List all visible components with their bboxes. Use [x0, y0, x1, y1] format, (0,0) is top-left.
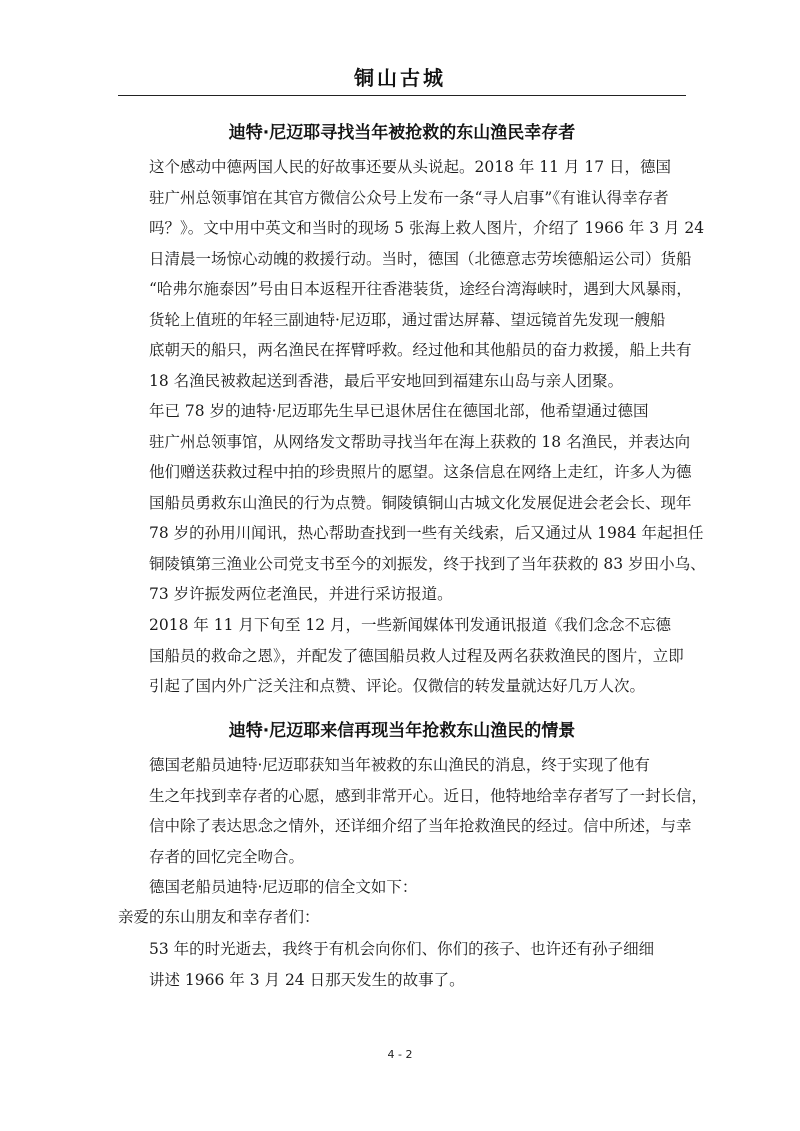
paragraph-line: 信中除了表达思念之情外，还详细介绍了当年抢救渔民的经过。信中所述，与幸: [149, 817, 692, 835]
paragraph-line: 53 年的时光逝去，我终于有机会向你们、你们的孩子、也许还有孙子细细: [149, 940, 655, 958]
running-header-title: 铜山古城: [354, 66, 446, 90]
paragraph-line: 生之年找到幸存者的心愿，感到非常开心。近日，他特地给幸存者写了一封长信，: [149, 786, 708, 805]
section-heading-2: 迪特·尼迈耶来信再现当年抢救东山渔民的情景: [228, 721, 576, 741]
paragraph-line: 年已 78 岁的迪特·尼迈耶先生早已退休居住在德国北部，他希望通过德国: [149, 402, 649, 420]
paragraph-line: 德国老船员迪特·尼迈耶获知当年被救的东山渔民的消息，终于实现了他有: [149, 756, 650, 774]
paragraph-5: [118, 872, 686, 903]
header-divider: [118, 95, 686, 96]
section-heading-1: 迪特·尼迈耶寻找当年被抢救的东山渔民幸存者: [228, 123, 576, 143]
paragraph-line: “哈弗尔施泰因”号由日本返程开往香港装货，途经台湾海峡时，遇到大风暴雨，: [149, 280, 692, 298]
paragraph-line: 驻广州总领事馆在其官方微信公众号上发布一条“寻人启事”《有谁认得幸存者: [149, 188, 669, 207]
paragraph-1: [118, 152, 705, 396]
paragraph-line: 78 岁的孙用川闻讯，热心帮助查找到一些有关线索，后又通过从 1984 年起担任: [149, 524, 704, 542]
paragraph-line: 德国老船员迪特·尼迈耶的信全文如下：: [149, 878, 418, 896]
paragraph-line: 底朝天的船只，两名渔民在挥臂呼救。经过他和其他船员的奋力救援，船上共有: [149, 341, 692, 359]
paragraph-line: 铜陵镇第三渔业公司党支书至今的刘振发，终于找到了当年获救的 83 岁田小乌、: [149, 554, 706, 573]
paragraph-3: [118, 610, 686, 702]
paragraph-line: 18 名渔民被救起送到香港，最后平安地回到福建东山岛与亲人团聚。: [149, 371, 624, 390]
paragraph-line: 2018 年 11 月下旬至 12 月，一些新闻媒体刊发通讯报道《我们念念不忘德: [149, 616, 672, 634]
paragraph-line: 货轮上值班的年轻三副迪特·尼迈耶，通过雷达屏幕、望远镜首先发现一艘船: [149, 310, 666, 329]
paragraph-line: 引起了国内外广泛关注和点赞、评论。仅微信的转发量就达好几万人次。: [149, 677, 646, 695]
letter-salutation: [118, 902, 686, 933]
paragraph-2: [118, 396, 706, 610]
paragraph-line: 国船员的救命之恩》，并配发了德国船员救人过程及两名获救渔民的图片，立即: [149, 646, 684, 665]
paragraph-line: 73 岁许振发两位老渔民，并进行采访报道。: [149, 585, 453, 603]
paragraph-line: 他们赠送获救过程中拍的珍贵照片的愿望。这条信息在网络上走红，许多人为德: [149, 463, 692, 481]
paragraph-line: 驻广州总领事馆，从网络发文帮助寻找当年在海上获救的 18 名渔民，并表达向: [149, 432, 691, 451]
paragraph-line: 亲爱的东山朋友和幸存者们：: [118, 908, 320, 926]
paragraph-line: 国船员勇救东山渔民的行为点赞。铜陵镇铜山古城文化发展促进会老会长、现年: [149, 493, 692, 512]
paragraph-line: 这个感动中德两国人民的好故事还要从头说起。2018 年 11 月 17 日，德国: [149, 158, 672, 176]
paragraph-line: 吗？》。文中用中英文和当时的现场 5 张海上救人图片，介绍了 1966 年 3 月 24: [149, 219, 705, 237]
paragraph-line: 讲述 1966 年 3 月 24 日那天发生的故事了。: [149, 970, 465, 989]
paragraph-line: 日清晨一场惊心动魄的救援行动。当时，德国（北德意志劳埃德船运公司）货船: [149, 249, 692, 268]
paragraph-4: [118, 750, 708, 872]
paragraph-line: 存者的回忆完全吻合。: [149, 847, 305, 866]
paragraph-6: [118, 934, 686, 995]
page-number: 4 - 2: [387, 1048, 413, 1061]
